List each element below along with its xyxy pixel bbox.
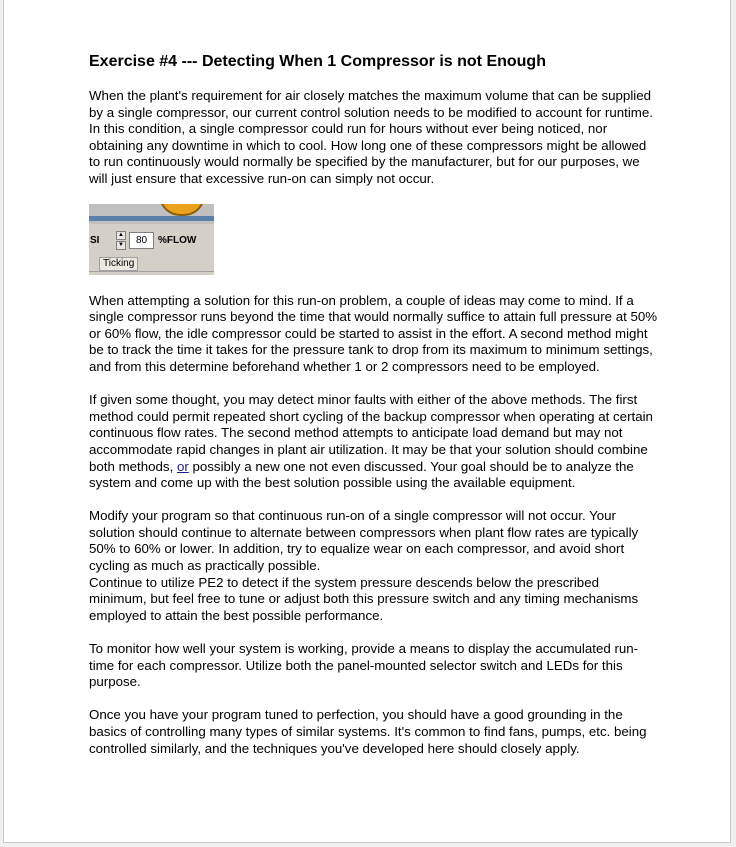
paragraph-method-faults xyxy=(89,392,659,492)
document-content xyxy=(89,52,659,757)
flow-unit-label: %FLOW xyxy=(158,234,197,246)
flow-value-field: 80 xyxy=(129,232,154,249)
faults-text-start: If given some thought, you may detect minor faults with either of the above methods. The first method could permit repeated short cycling of the backup compressor when operating at certain continuous flow rates. The second method attempts to anticipate load demand but may not accommodate rapid changes in plant air utilization. It may be that your solution should combine both methods, xyxy=(89,392,653,474)
paragraph-runon-ideas: When attempting a solution for this run-on problem, a couple of ideas may come to mind. If a single compressor runs beyond the time that would normally suffice to attain full pressure at 50% or 60% flow, the idle compressor could be started to assist in the effort. A second method might be to track the time it takes for the pressure tank to drop from its maximum to minimum settings, and from this determine beforehand whether 1 or 2 compressors need to be employed. xyxy=(89,292,658,374)
paragraph-pe2: Continue to utilize PE2 to detect if the system pressure descends below the prescribed minimum, but feel free to tune or adjust both this pressure switch and any timing mechanisms employed to attain the best possible performance. xyxy=(89,574,639,623)
or-link[interactable]: or xyxy=(176,458,189,474)
paragraph-runtime-intro: When the plant's requirement for air closely matches the maximum volume that can be supplied by a single compressor, our current control solution needs to be modified to account for runtime. In this condition, a single compressor could run for hours without ever being noticed, nor obtaining any downtime in which to cool. How long one of these compressors might be allowed to run continuously would normally be specified by the manufacturer, but for our purposes, we will just ensure that excessive run-on can simply not occur. xyxy=(89,88,653,186)
spin-up-icon: ▲ xyxy=(116,231,126,240)
flow-control-screenshot xyxy=(89,204,214,275)
widget-blue-band xyxy=(89,216,214,221)
ticking-label: Ticking xyxy=(99,257,138,271)
exercise-title: Exercise #4 --- Detecting When 1 Compressor is not Enough xyxy=(89,53,546,70)
widget-divider xyxy=(89,271,214,272)
document-page xyxy=(3,0,731,843)
paragraph-monitor: To monitor how well your system is working, provide a means to display the accumulated run-time for each compressor. Utilize both the panel-mounted selector switch and LEDs for this purpose. xyxy=(89,641,639,690)
si-label: SI xyxy=(90,234,100,246)
paragraph-conclusion: Once you have your program tuned to perfection, you should have a good grounding in the basics of controlling many types of similar systems. It's common to find fans, pumps, etc. being controlled similarly, and the techniques you've developed here should closely apply. xyxy=(89,707,647,756)
spin-down-icon: ▼ xyxy=(116,241,126,250)
faults-text-end: possibly a new one not even discussed. Your goal should be to analyze the system and come up with the best solution possible using the available equipment. xyxy=(89,458,634,491)
paragraph-modify-program: Modify your program so that continuous run-on of a single compressor will not occur. Your solution should continue to alternate between compressors when plant flow rates are typically 50% to 60% or lower. In addition, try to equalize wear on each compressor, and avoid short cycling as much as practically possible. xyxy=(89,508,639,574)
